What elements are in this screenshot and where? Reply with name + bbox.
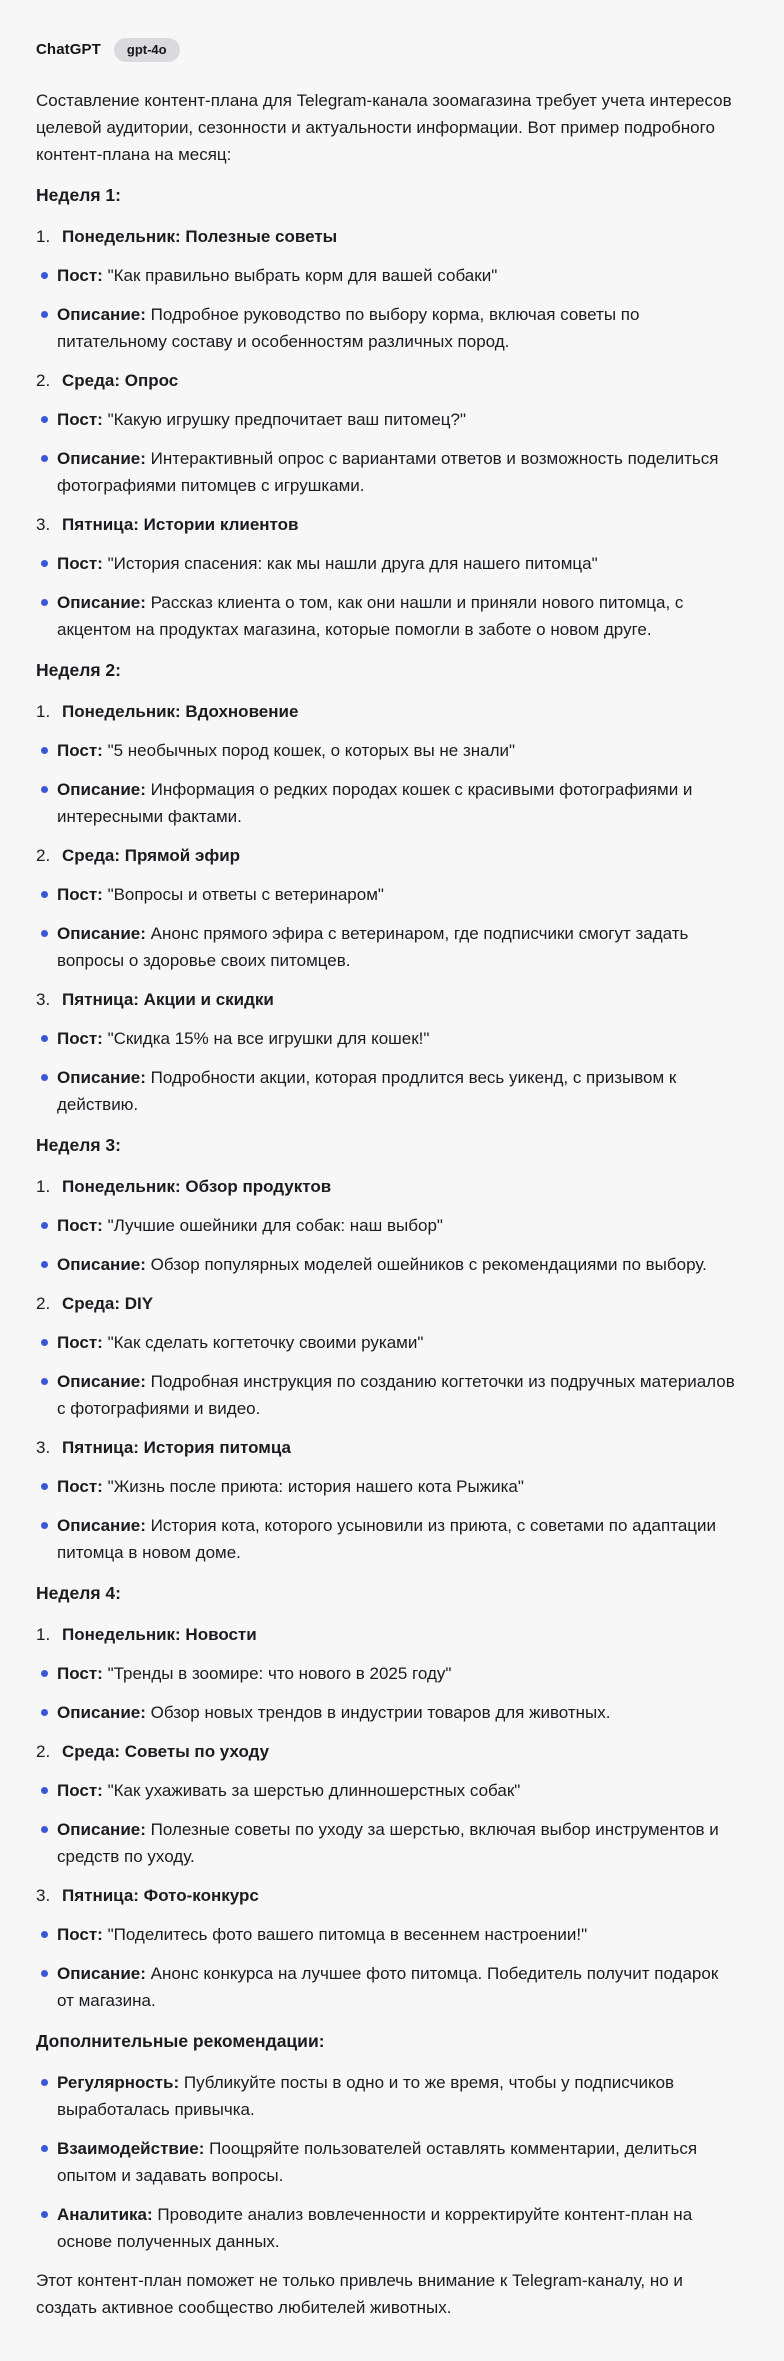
post-label: Пост: <box>57 266 103 285</box>
bullet-row-description <box>36 1816 738 1870</box>
bullet-marker-icon <box>41 416 48 423</box>
bullet-marker-icon <box>41 311 48 318</box>
bullet-row-post <box>36 1921 738 1948</box>
description-text <box>57 301 738 355</box>
description-text <box>57 1368 738 1422</box>
bullet-row-description <box>36 1251 738 1278</box>
post-label: Пост: <box>57 554 103 573</box>
numbered-item-heading <box>36 367 738 394</box>
week-heading: Неделя 4: <box>36 1583 121 1603</box>
post-label: Пост: <box>57 1216 103 1235</box>
recommendation-text <box>57 2201 738 2255</box>
week-heading: Неделя 2: <box>36 660 121 680</box>
description-label: Описание: <box>57 305 146 324</box>
post-value: "Поделитесь фото вашего питомца в весеннем настроении!" <box>107 1925 588 1944</box>
post-label: Пост: <box>57 1925 103 1944</box>
description-text <box>57 1960 738 2014</box>
item-number: 1. <box>36 227 51 246</box>
description-label: Описание: <box>57 593 146 612</box>
item-day-title: Пятница: Фото-конкурс <box>62 1886 259 1905</box>
bullet-row-post <box>36 1777 738 1804</box>
bullet-row-description <box>36 1512 738 1566</box>
bullet-marker-icon <box>41 1931 48 1938</box>
bullet-marker-icon <box>41 1378 48 1385</box>
post-value: "Тренды в зоомире: что нового в 2025 году" <box>107 1664 452 1683</box>
item-number: 2. <box>36 1294 51 1313</box>
description-value: Подробное руководство по выбору корма, включая советы по питательному составу и особенностям различных пород. <box>57 305 640 351</box>
item-day-title: Понедельник: Полезные советы <box>62 227 338 246</box>
closing-paragraph: Этот контент-план поможет не только привлечь внимание к Telegram-каналу, но и создать активное сообщество любителей животных. <box>36 2271 683 2317</box>
description-value: Обзор новых трендов в индустрии товаров для животных. <box>150 1703 611 1722</box>
item-day-title: Понедельник: Обзор продуктов <box>62 1177 332 1196</box>
description-label: Описание: <box>57 1372 146 1391</box>
description-value: Подробности акции, которая продлится весь уикенд, с призывом к действию. <box>57 1068 677 1114</box>
post-text <box>57 1025 429 1052</box>
bullet-row-description <box>36 1960 738 2014</box>
description-text <box>57 1251 707 1278</box>
recommendation-value: Поощряйте пользователей оставлять комментарии, делиться опытом и задавать вопросы. <box>57 2139 698 2185</box>
item-number: 3. <box>36 1438 51 1457</box>
item-number: 2. <box>36 846 51 865</box>
bullet-marker-icon <box>41 560 48 567</box>
post-text <box>57 1921 587 1948</box>
bullet-marker-icon <box>41 1787 48 1794</box>
bullet-row-post <box>36 1473 738 1500</box>
description-text <box>57 1064 738 1118</box>
bullet-row-description <box>36 445 738 499</box>
bullet-marker-icon <box>41 747 48 754</box>
item-number: 1. <box>36 1177 51 1196</box>
item-day-title: Среда: Советы по уходу <box>62 1742 270 1761</box>
numbered-item-heading <box>36 511 738 538</box>
post-text <box>57 550 598 577</box>
bullet-marker-icon <box>41 1970 48 1977</box>
bullet-marker-icon <box>41 1483 48 1490</box>
intro-paragraph: Составление контент-плана для Telegram-канала зоомагазина требует учета интересов целевой аудитории, сезонности и актуальности информации. Вот пример подробного контент-плана на месяц: <box>36 91 732 164</box>
recommendations-heading: Дополнительные рекомендации: <box>36 2031 325 2051</box>
bullet-row-description <box>36 589 738 643</box>
post-label: Пост: <box>57 1477 103 1496</box>
post-label: Пост: <box>57 1333 103 1352</box>
numbered-item-heading <box>36 223 738 250</box>
numbered-item-heading <box>36 698 738 725</box>
bullet-row-description <box>36 1368 738 1422</box>
item-day-title: Среда: Прямой эфир <box>62 846 241 865</box>
description-text <box>57 445 738 499</box>
item-day-title: Среда: Опрос <box>62 371 179 390</box>
bullet-marker-icon <box>41 1670 48 1677</box>
bullet-marker-icon <box>41 1826 48 1833</box>
model-badge: gpt-4o <box>114 38 180 62</box>
description-value: Интерактивный опрос с вариантами ответов и возможность поделиться фотографиями питомцев с игрушками. <box>57 449 719 495</box>
numbered-item-heading <box>36 1621 738 1648</box>
post-label: Пост: <box>57 885 103 904</box>
description-value: Рассказ клиента о том, как они нашли и приняли нового питомца, с акцентом на продуктах магазина, которые помогли в заботе о новом друге. <box>57 593 684 639</box>
post-text <box>57 1473 524 1500</box>
bullet-row-description <box>36 920 738 974</box>
bullet-row-post <box>36 550 738 577</box>
bullet-row-post <box>36 1025 738 1052</box>
item-number: 3. <box>36 1886 51 1905</box>
description-label: Описание: <box>57 1255 146 1274</box>
bullet-marker-icon <box>41 455 48 462</box>
numbered-item-heading <box>36 1738 738 1765</box>
recommendation-row <box>36 2069 738 2123</box>
bullet-marker-icon <box>41 2145 48 2152</box>
post-value: "Как правильно выбрать корм для вашей собаки" <box>107 266 498 285</box>
post-label: Пост: <box>57 410 103 429</box>
bullet-row-post <box>36 1212 738 1239</box>
post-label: Пост: <box>57 1781 103 1800</box>
post-text <box>57 1660 451 1687</box>
item-day-title: Пятница: История питомца <box>62 1438 291 1457</box>
description-text <box>57 776 738 830</box>
description-label: Описание: <box>57 1068 146 1087</box>
description-label: Описание: <box>57 780 146 799</box>
bullet-marker-icon <box>41 599 48 606</box>
post-value: "История спасения: как мы нашли друга для нашего питомца" <box>107 554 598 573</box>
message-header <box>36 36 738 63</box>
item-number: 3. <box>36 990 51 1009</box>
week-heading: Неделя 1: <box>36 185 121 205</box>
app-title: ChatGPT <box>36 41 101 58</box>
item-day-title: Пятница: Истории клиентов <box>62 515 299 534</box>
description-text <box>57 1512 738 1566</box>
bullet-marker-icon <box>41 891 48 898</box>
recommendation-label: Взаимодействие: <box>57 2139 205 2158</box>
item-number: 3. <box>36 515 51 534</box>
post-text <box>57 1329 423 1356</box>
bullet-row-description <box>36 1064 738 1118</box>
recommendation-text <box>57 2069 738 2123</box>
content-plan <box>36 182 738 2255</box>
bullet-row-post <box>36 1329 738 1356</box>
post-label: Пост: <box>57 1029 103 1048</box>
bullet-row-description <box>36 1699 738 1726</box>
bullet-marker-icon <box>41 930 48 937</box>
post-text <box>57 881 384 908</box>
item-number: 2. <box>36 371 51 390</box>
post-value: "Скидка 15% на все игрушки для кошек!" <box>107 1029 430 1048</box>
description-label: Описание: <box>57 1820 146 1839</box>
post-text <box>57 262 497 289</box>
recommendation-value: Публикуйте посты в одно и то же время, чтобы у подписчиков выработалась привычка. <box>57 2073 675 2119</box>
description-value: Анонс прямого эфира с ветеринаром, где подписчики смогут задать вопросы о здоровье своих питомцев. <box>57 924 689 970</box>
item-number: 1. <box>36 702 51 721</box>
numbered-item-heading <box>36 986 738 1013</box>
post-value: "Жизнь после приюта: история нашего кота Рыжика" <box>107 1477 524 1496</box>
description-label: Описание: <box>57 1516 146 1535</box>
bullet-row-post <box>36 1660 738 1687</box>
bullet-marker-icon <box>41 1522 48 1529</box>
description-value: История кота, которого усыновили из приюта, с советами по адаптации питомца в новом доме. <box>57 1516 716 1562</box>
item-day-title: Понедельник: Новости <box>62 1625 257 1644</box>
recommendation-text <box>57 2135 738 2189</box>
bullet-row-post <box>36 737 738 764</box>
numbered-item-heading <box>36 842 738 869</box>
bullet-marker-icon <box>41 2211 48 2218</box>
numbered-item-heading <box>36 1173 738 1200</box>
bullet-marker-icon <box>41 786 48 793</box>
recommendation-row <box>36 2135 738 2189</box>
post-text <box>57 406 466 433</box>
bullet-row-post <box>36 881 738 908</box>
post-value: "5 необычных пород кошек, о которых вы не знали" <box>107 741 516 760</box>
description-label: Описание: <box>57 449 146 468</box>
bullet-row-post <box>36 262 738 289</box>
description-label: Описание: <box>57 924 146 943</box>
description-value: Обзор популярных моделей ошейников с рекомендациями по выбору. <box>150 1255 707 1274</box>
description-value: Анонс конкурса на лучшее фото питомца. Победитель получит подарок от магазина. <box>57 1964 719 2010</box>
bullet-marker-icon <box>41 2079 48 2086</box>
post-text <box>57 737 515 764</box>
bullet-marker-icon <box>41 1261 48 1268</box>
bullet-marker-icon <box>41 1074 48 1081</box>
description-text <box>57 1699 611 1726</box>
numbered-item-heading <box>36 1882 738 1909</box>
recommendation-label: Аналитика: <box>57 2205 153 2224</box>
bullet-marker-icon <box>41 1222 48 1229</box>
description-text <box>57 1816 738 1870</box>
recommendation-label: Регулярность: <box>57 2073 180 2092</box>
bullet-row-description <box>36 776 738 830</box>
post-text <box>57 1777 520 1804</box>
post-value: "Вопросы и ответы с ветеринаром" <box>107 885 384 904</box>
description-value: Подробная инструкция по созданию когтеточки из подручных материалов с фотографиями и видео. <box>57 1372 735 1418</box>
post-value: "Как сделать когтеточку своими руками" <box>107 1333 424 1352</box>
bullet-marker-icon <box>41 1035 48 1042</box>
item-number: 2. <box>36 1742 51 1761</box>
item-number: 1. <box>36 1625 51 1644</box>
numbered-item-heading <box>36 1290 738 1317</box>
description-text <box>57 589 738 643</box>
description-label: Описание: <box>57 1703 146 1722</box>
post-value: "Какую игрушку предпочитает ваш питомец?" <box>107 410 467 429</box>
bullet-marker-icon <box>41 1709 48 1716</box>
item-day-title: Понедельник: Вдохновение <box>62 702 299 721</box>
post-label: Пост: <box>57 1664 103 1683</box>
description-value: Полезные советы по уходу за шерстью, включая выбор инструментов и средств по уходу. <box>57 1820 719 1866</box>
numbered-item-heading <box>36 1434 738 1461</box>
description-value: Информация о редких породах кошек с красивыми фотографиями и интересными фактами. <box>57 780 693 826</box>
recommendation-row <box>36 2201 738 2255</box>
item-day-title: Пятница: Акции и скидки <box>62 990 274 1009</box>
item-day-title: Среда: DIY <box>62 1294 154 1313</box>
description-text <box>57 920 738 974</box>
bullet-row-post <box>36 406 738 433</box>
week-heading: Неделя 3: <box>36 1135 121 1155</box>
post-value: "Лучшие ошейники для собак: наш выбор" <box>107 1216 443 1235</box>
post-value: "Как ухаживать за шерстью длинношерстных собак" <box>107 1781 521 1800</box>
bullet-marker-icon <box>41 1339 48 1346</box>
description-label: Описание: <box>57 1964 146 1983</box>
post-label: Пост: <box>57 741 103 760</box>
post-text <box>57 1212 443 1239</box>
recommendation-value: Проводите анализ вовлеченности и корректируйте контент-план на основе полученных данных. <box>57 2205 693 2251</box>
bullet-marker-icon <box>41 272 48 279</box>
bullet-row-description <box>36 301 738 355</box>
